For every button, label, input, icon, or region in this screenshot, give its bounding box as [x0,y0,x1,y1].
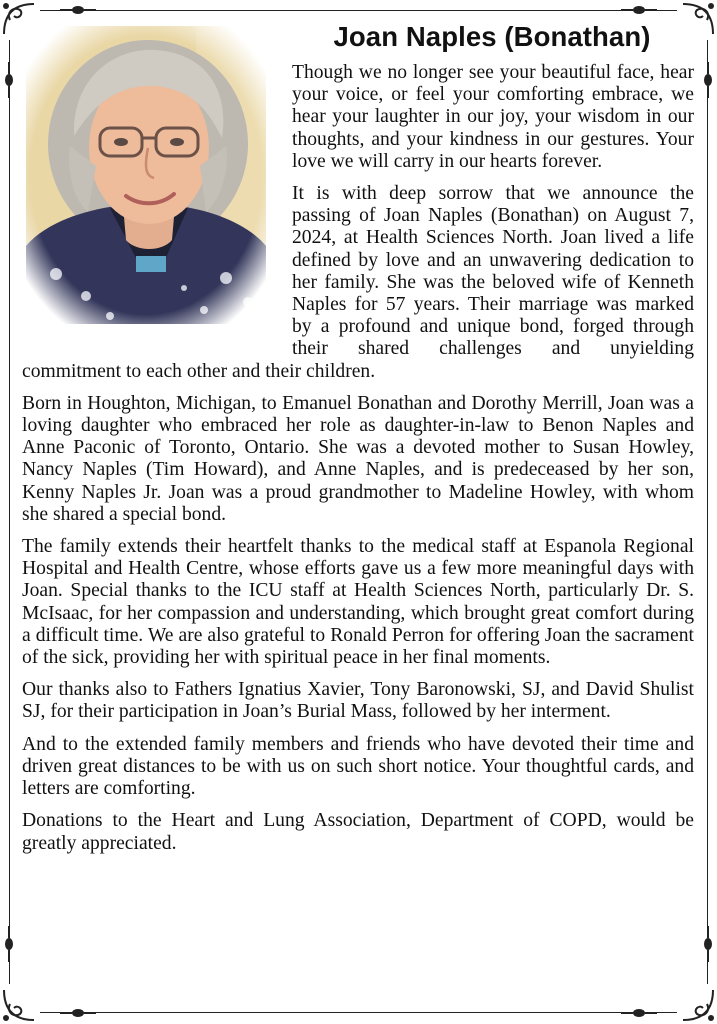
photo-wrap-spacer [22,62,292,360]
corner-ornament-icon [0,984,40,1024]
border-top-rule [40,10,677,11]
obituary-paragraph: Our thanks also to Fathers Ignatius Xavier, Tony Baronowski, SJ, and David Shulist SJ, for their participation in Joan’s Burial Mass, followed by her interment. [22,679,694,723]
obituary-paragraph: Born in Houghton, Michigan, to Emanuel Bonathan and Dorothy Merrill, Joan was a loving daughter who embraced her role as daughter-in-law to Benon Naples and Anne Paconic of Toronto, Ontario. She was a devoted mother to Susan Howley, Nancy Naples (Tim Howard), and Anne Naples, and is predeceased by her son, Kenny Naples Jr. Joan was a proud grandmother to Madeline Howley, with whom she shared a special bond. [22,392,694,525]
border-right-rule [707,40,708,984]
border-bottom-rule [40,1012,677,1013]
border-left-rule [9,40,10,984]
obituary-paragraph: Though we no longer see your beautiful face, hear your voice, or feel your comforting embrace, we hear your laughter in our joy, your wisdom in our thoughts, and your kindness in our gestures. Your love we will carry in our hearts forever. [292,62,694,172]
border-ornament-icon [621,4,657,16]
obituary-paragraph: It is with deep sorrow that we announce the passing of Joan Naples (Bonathan) on August 7, 2024, at Health Sciences North. Joan lived a life defined by love and an unwavering dedication to her family. She was the beloved wife of Kenneth Naples for 57 years. Their marriage was marked by a profound and unique bond, forged through their shared challenges and unyielding commitment to each other and their children. [22,183,694,382]
obituary-name-heading: Joan Naples (Bonathan) [333,21,651,52]
corner-ornament-icon [677,984,717,1024]
border-ornament-icon [621,1007,657,1019]
obituary-paragraph: And to the extended family members and friends who have devoted their time and driven great distances to be with us on such short notice. Your thoughtful cards, and letters are comforting. [22,733,694,800]
border-ornament-icon [702,926,714,962]
border-ornament-icon [60,1007,96,1019]
border-ornament-icon [3,62,15,98]
obituary-paragraph: The family extends their heartfelt thanks to the medical staff at Espanola Regional Hospital and Health Centre, whose efforts gave us a few more meaningful days with Joan. Special thanks to the ICU staff at Health Sciences North, particularly Dr. S. McIsaac, for her compassion and understanding, which brought great comfort during a difficult time. We are also grateful to Ronald Perron for offering Joan the sacrament of the sick, providing her with spiritual peace in her final moments. [22,536,694,669]
obituary-body [22,62,694,865]
border-ornament-icon [60,4,96,16]
border-ornament-icon [702,62,714,98]
obituary-paragraph: Donations to the Heart and Lung Association, Department of COPD, would be greatly appreciated. [22,810,694,854]
border-ornament-icon [3,926,15,962]
